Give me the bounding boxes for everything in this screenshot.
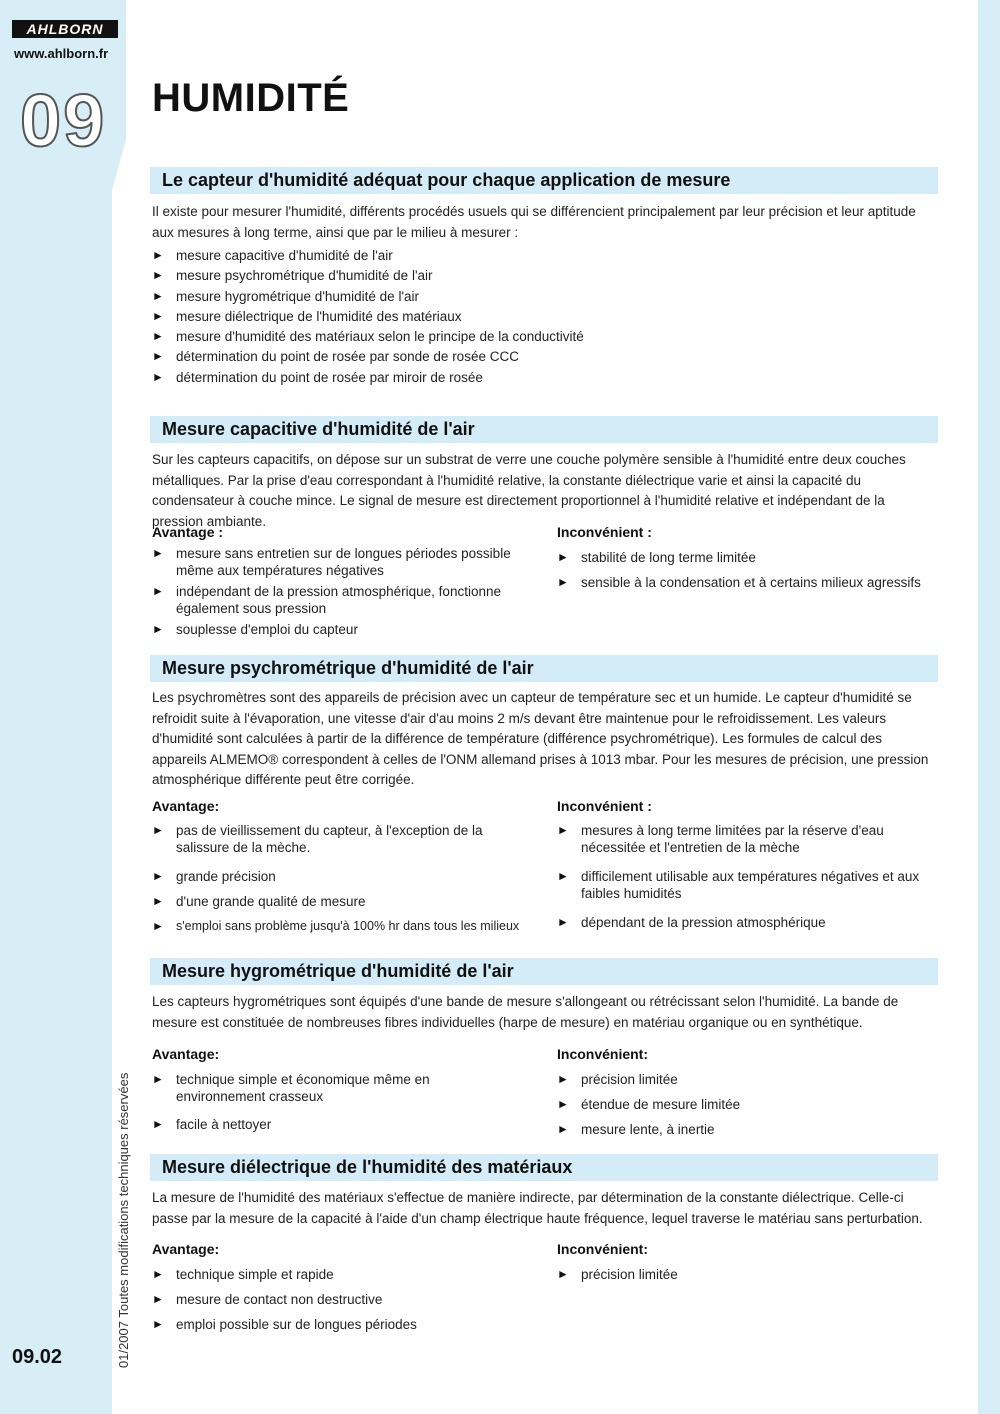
advantage-list: [152, 1071, 522, 1141]
disadvantage-list: [557, 822, 927, 939]
capacitive-text: Sur les capteurs capacitifs, on dépose sur un substrat de verre une couche polymère sensible à l'humidité entre deux couches métalliques. Par la prise d'eau correspondant à l'humidité relative, la constante diélectrique varie et ainsi la capacité du condensateur à couche mince. Le signal de mesure est directement proportionnel à l'humidité relative et indépendant de la pression ambiante.: [152, 452, 906, 529]
advantage-list: [152, 1266, 522, 1341]
triangle-bullet-icon: ►: [557, 1097, 569, 1111]
triangle-bullet-icon: ►: [557, 1122, 569, 1136]
list-item: ► mesures à long terme limitées par la réserve d'eau nécessitée et l'entretien de la mèche: [557, 823, 884, 855]
section-header-hygrometric: Mesure hygrométrique d'humidité de l'air: [150, 958, 938, 985]
triangle-bullet-icon: ►: [152, 329, 164, 344]
triangle-bullet-icon: ►: [557, 869, 569, 883]
triangle-bullet-icon: ►: [152, 1072, 164, 1086]
method-list: [152, 247, 912, 389]
list-item: ► détermination du point de rosée par miroir de rosée: [152, 369, 483, 385]
hygrometric-text: Les capteurs hygrométriques sont équipés d'une bande de mesure s'allongeant ou rétrécissant selon l'humidité. La bande de mesure est constituée de nombreuses fibres individuelles (harpe de mesure) en matériau organique ou en synthétique.: [152, 994, 899, 1030]
list-item: ► précision limitée: [557, 1267, 678, 1282]
disadvantage-heading: Inconvénient :: [557, 798, 652, 814]
advantage-heading: Avantage:: [152, 798, 220, 814]
website-url: www.ahlborn.fr: [14, 46, 109, 61]
advantage-list: [152, 822, 532, 943]
triangle-bullet-icon: ►: [152, 1267, 164, 1281]
right-strip: [978, 0, 1000, 1414]
disadvantage-list: [557, 549, 927, 599]
disadvantage-heading: Inconvénient:: [557, 1046, 649, 1062]
list-item: ► mesure capacitive d'humidité de l'air: [152, 248, 393, 263]
list-item: ► mesure d'humidité des matériaux selon le principe de la conductivité: [152, 329, 584, 345]
list-item: ► mesure lente, à inertie: [557, 1122, 715, 1137]
list-item: ► technique simple et économique même en environnement crasseux: [152, 1072, 430, 1104]
list-item: ► dépendant de la pression atmosphérique: [557, 915, 826, 930]
brand-logo: AHLBORN: [12, 20, 118, 38]
triangle-bullet-icon: ►: [557, 1267, 569, 1281]
list-item: ► indépendant de la pression atmosphérique, fonctionne également sous pression: [152, 584, 501, 616]
psychrometric-text: Les psychromètres sont des appareils de précision avec un capteur de température sec et un humide. Le capteur d'humidité se refroidit suite à l'évaporation, une vitesse d'air d'au moins 2 m/s devant être maintenue pour le refroidissement. Les valeurs d'humidité sont calculées à partir de la différence de température (différence psychrométrique). Les formules de calcul des appareils ALMEMO® correspondent à celles de l'ONM allemand prises à 1013 mbar. Pour les mesures de précision, une pression atmosphérique différente peut être corrigée.: [152, 690, 929, 787]
triangle-bullet-icon: ►: [152, 1117, 164, 1131]
list-item: ► souplesse d'emploi du capteur: [152, 622, 358, 637]
triangle-bullet-icon: ►: [152, 288, 164, 303]
dielectric-text: La mesure de l'humidité des matériaux s'effectue de manière indirecte, par détermination de la constante diélectrique. Celle-ci passe par la mesure de la capacité à l'aide d'un champ électrique haute fréquence, lequel traverse le matériau sans perturbation.: [152, 1190, 923, 1226]
page-title: HUMIDITÉ: [152, 76, 350, 120]
list-item: ► mesure hygrométrique d'humidité de l'air: [152, 288, 420, 304]
overview-intro: Il existe pour mesurer l'humidité, différents procédés usuels qui se différencient principalement par leur précision et leur aptitude aux mesures à long terme, ainsi que par le milieu à mesurer :: [152, 204, 916, 240]
list-item: ► grande précision: [152, 869, 276, 884]
triangle-bullet-icon: ►: [152, 268, 164, 283]
chapter-number: 09: [20, 79, 107, 162]
list-item: ► stabilité de long terme limitée: [557, 550, 756, 565]
triangle-bullet-icon: ►: [152, 584, 164, 598]
list-item: ► mesure diélectrique de l'humidité des matériaux: [152, 308, 462, 324]
list-item: ► étendue de mesure limitée: [557, 1097, 741, 1112]
section-header-psychrometric: Mesure psychrométrique d'humidité de l'air: [150, 655, 938, 682]
disadvantage-list: [557, 1071, 927, 1146]
list-item: ► pas de vieillissement du capteur, à l'exception de la salissure de la mèche.: [152, 823, 483, 855]
triangle-bullet-icon: ►: [557, 823, 569, 837]
list-item: ► facile à nettoyer: [152, 1117, 272, 1132]
advantage-heading: Avantage :: [152, 524, 224, 540]
advantage-heading: Avantage:: [152, 1241, 220, 1257]
list-item: ► emploi possible sur de longues périodes: [152, 1317, 417, 1332]
triangle-bullet-icon: ►: [152, 1292, 164, 1306]
list-item: ► mesure de contact non destructive: [152, 1292, 383, 1307]
left-band: [0, 0, 126, 1414]
triangle-bullet-icon: ►: [152, 349, 164, 364]
section-header-overview: Le capteur d'humidité adéquat pour chaque application de mesure: [150, 167, 938, 194]
advantage-heading: Avantage:: [152, 1046, 220, 1062]
triangle-bullet-icon: ►: [152, 369, 164, 384]
triangle-bullet-icon: ►: [557, 550, 569, 564]
triangle-bullet-icon: ►: [152, 919, 164, 933]
triangle-bullet-icon: ►: [152, 546, 164, 560]
list-item: ► d'une grande qualité de mesure: [152, 894, 366, 909]
triangle-bullet-icon: ►: [152, 823, 164, 837]
list-item: ► mesure sans entretien sur de longues périodes possible même aux températures négatives: [152, 546, 511, 578]
page-number: 09.02: [12, 1346, 63, 1368]
list-item: ► technique simple et rapide: [152, 1267, 334, 1282]
list-item: ► précision limitée: [557, 1072, 678, 1087]
list-item: ► difficilement utilisable aux températures négatives et aux faibles humidités: [557, 869, 920, 901]
triangle-bullet-icon: ►: [152, 248, 164, 262]
triangle-bullet-icon: ►: [557, 1072, 569, 1086]
section-header-capacitive: Mesure capacitive d'humidité de l'air: [150, 416, 938, 443]
triangle-bullet-icon: ►: [557, 575, 569, 589]
section-header-dielectric: Mesure diélectrique de l'humidité des matériaux: [150, 1154, 938, 1181]
disadvantage-list: [557, 1266, 927, 1291]
disadvantage-heading: Inconvénient:: [557, 1241, 649, 1257]
triangle-bullet-icon: ►: [152, 894, 164, 908]
advantage-list: [152, 545, 522, 641]
triangle-bullet-icon: ►: [152, 308, 164, 323]
triangle-bullet-icon: ►: [152, 622, 164, 636]
triangle-bullet-icon: ►: [557, 915, 569, 929]
disadvantage-heading: Inconvénient :: [557, 524, 652, 540]
footer-note: 01/2007 Toutes modifications techniques réservées: [116, 1072, 131, 1368]
list-item: ► mesure psychrométrique d'humidité de l'air: [152, 268, 433, 284]
list-item: ► sensible à la condensation et à certains milieux agressifs: [557, 575, 921, 590]
list-item: ► détermination du point de rosée par sonde de rosée CCC: [152, 349, 519, 365]
triangle-bullet-icon: ►: [152, 1317, 164, 1331]
triangle-bullet-icon: ►: [152, 869, 164, 883]
list-item: ► s'emploi sans problème jusqu'à 100% hr dans tous les milieux: [152, 919, 520, 933]
